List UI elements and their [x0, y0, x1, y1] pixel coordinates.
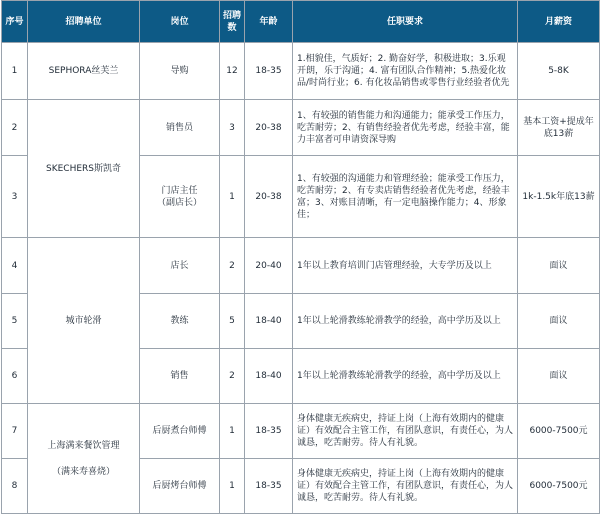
header-row: [2, 1, 600, 43]
row-index: 2: [2, 100, 28, 156]
salary-cell: 6000-7500元: [518, 459, 600, 514]
unit-cell: [28, 404, 140, 514]
table-row: [2, 100, 600, 156]
requirements-cell: 身体健康无疾病史，持证上岗（上海有效期内的健康证）有效配合主管工作，有团队意识，有责任心，为人诚恳，吃苦耐劳。待人有礼貌。: [293, 459, 518, 514]
row-index: 1: [2, 43, 28, 100]
recruitment-table: [1, 0, 600, 514]
header-age: 年龄: [245, 1, 293, 43]
age-cell: 18-35: [245, 404, 293, 459]
age-cell: 18-40: [245, 349, 293, 404]
age-cell: 18-40: [245, 294, 293, 349]
count-cell: 1: [220, 459, 245, 514]
header-salary: 月薪资: [518, 1, 600, 43]
position-line: 门店主任: [161, 185, 198, 196]
salary-cell: 面议: [518, 238, 600, 294]
count-cell: 1: [220, 404, 245, 459]
row-index: 3: [2, 156, 28, 238]
unit-cell: SEPHORA丝芙兰: [28, 43, 140, 100]
position-line: （副店长）: [156, 197, 202, 208]
salary-cell: 面议: [518, 294, 600, 349]
unit-subname: （满来寿喜烧）: [51, 466, 115, 477]
salary-cell: 面议: [518, 349, 600, 404]
age-cell: 20-38: [245, 156, 293, 238]
row-index: 5: [2, 294, 28, 349]
header-index: 序号: [2, 1, 28, 43]
position-cell: 店长: [140, 238, 220, 294]
count-cell: 1: [220, 156, 245, 238]
row-index: 6: [2, 349, 28, 404]
count-cell: 12: [220, 43, 245, 100]
position-cell: 销售: [140, 349, 220, 404]
salary-cell: 基本工资+提成年底13薪: [518, 100, 600, 156]
salary-cell: 6000-7500元: [518, 404, 600, 459]
requirements-cell: 1年以上轮滑教练轮滑教学的经验，高中学历及以上: [293, 294, 518, 349]
table-row: [2, 43, 600, 100]
header-unit: 招聘单位: [28, 1, 140, 43]
count-cell: 5: [220, 294, 245, 349]
count-cell: 2: [220, 238, 245, 294]
requirements-cell: 1.相貌佳，气质好；2. 勤奋好学，积极进取；3.乐观开朗，乐于沟通；4. 富有团队合作精神；5.热爱化妆品/时尚行业；6. 有化妆品销售或零售行业经验者优先: [293, 43, 518, 100]
position-cell: 后厨煮台师傅: [140, 404, 220, 459]
header-position: 岗位: [140, 1, 220, 43]
salary-cell: 1k-1.5k年底13薪: [518, 156, 600, 238]
requirements-cell: 1年以上教育培训门店管理经验，大专学历及以上: [293, 238, 518, 294]
salary-cell: 5-8K: [518, 43, 600, 100]
count-cell: 2: [220, 349, 245, 404]
unit-name: 上海满来餐饮管理: [47, 440, 120, 451]
row-index: 8: [2, 459, 28, 514]
header-requirements: 任职要求: [293, 1, 518, 43]
row-index: 4: [2, 238, 28, 294]
requirements-cell: 1年以上轮滑教练轮滑教学的经验，高中学历及以上: [293, 349, 518, 404]
table-row: [2, 238, 600, 294]
age-cell: 20-38: [245, 100, 293, 156]
table-row: [2, 404, 600, 459]
position-cell: [140, 156, 220, 238]
age-cell: 18-35: [245, 43, 293, 100]
position-cell: 教练: [140, 294, 220, 349]
position-cell: 销售员: [140, 100, 220, 156]
requirements-cell: 1、有较强的销售能力和沟通能力；能承受工作压力，吃苦耐劳；2、有销售经验者优先考虑，经验丰富，能力丰富者可申请资深导购: [293, 100, 518, 156]
requirements-cell: 1、有较强的沟通能力和管理经验；能承受工作压力，吃苦耐劳；2、有专卖店销售经验者优先考虑，经验丰富；3、对账目清晰，有一定电脑操作能力；4、形象佳；: [293, 156, 518, 238]
requirements-cell: 身体健康无疾病史，持证上岗（上海有效期内的健康证）有效配合主管工作，有团队意识，有责任心，为人诚恳，吃苦耐劳。待人有礼貌。: [293, 404, 518, 459]
age-cell: 18-35: [245, 459, 293, 514]
unit-cell: 城市轮滑: [28, 238, 140, 404]
count-cell: 3: [220, 100, 245, 156]
row-index: 7: [2, 404, 28, 459]
header-count: 招聘数: [220, 1, 245, 43]
position-cell: 导购: [140, 43, 220, 100]
position-cell: 后厨烤台师傅: [140, 459, 220, 514]
unit-cell: SKECHERS斯凯奇: [28, 100, 140, 238]
age-cell: 20-40: [245, 238, 293, 294]
